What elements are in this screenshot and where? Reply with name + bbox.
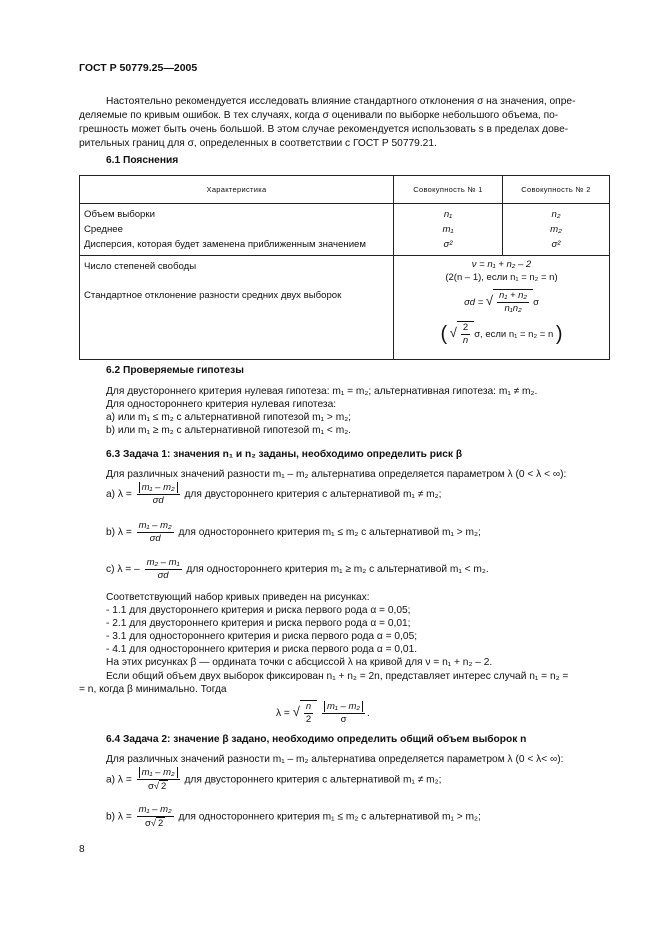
hypothesis-line: a) или m₁ ≤ m₂ с альтернативной гипотезой m₁ > m₂; xyxy=(106,412,351,423)
section-6-3-title: 6.3 Задача 1: значения n₁ и n₂ заданы, необходимо определить риск β xyxy=(106,449,463,460)
intro-line: деляемые по кривым ошибок. В тех случаях, когда σ оценивали по выборке небольшого объема, по- xyxy=(79,110,559,121)
cell-value: σ² xyxy=(551,239,561,250)
header-population-2: Совокупность № 2 xyxy=(503,176,610,204)
row-label: Среднее xyxy=(84,224,123,235)
curves-line: - 4.1 для одностороннего критерия и риска первого рода α = 0,01. xyxy=(106,644,418,655)
curves-line: = n, когда β минимально. Тогда xyxy=(79,684,227,695)
page-number: 8 xyxy=(79,844,85,855)
intro-line: грешность может быть очень большой. В этом случае рекомендуется использовать s в пределах дове- xyxy=(79,124,569,135)
table-row xyxy=(80,256,610,360)
cell-value: m₁ xyxy=(442,224,454,235)
task1-formula-b: b) λ = $\frac{\text{m₁ – m₂}}{\sigma d}$ для одностороннего критерия m₁ ≤ m₂ с альтернативой m₁ > m₂; xyxy=(106,520,481,544)
section-6-1-title: 6.1 Пояснения xyxy=(106,155,179,166)
cell-value: n₂ xyxy=(551,209,561,220)
header-characteristic: Характеристика xyxy=(80,176,394,204)
cell-value: n₁ xyxy=(443,209,453,220)
curves-line: Если общий объем двух выборок фиксирован n₁ + n₂ = 2n, представляет интерес случай n₁ = n₂ = xyxy=(106,671,569,682)
hypothesis-line: Для одностороннего критерия нулевая гипотеза: xyxy=(106,399,337,410)
hypothesis-line: Для двустороннего критерия нулевая гипотеза: m₁ = m₂; альтернативная гипотеза: m₁ ≠ m₂. xyxy=(106,386,538,397)
document-header: ГОСТ Р 50779.25—2005 xyxy=(79,62,198,74)
task2-formula-b: b) λ = $\frac{\text{m₁ – m₂}}{\sigma√ 2}$ для одностороннего критерия m₁ ≤ m₂ с альтернативой m₁ > m₂; xyxy=(106,804,481,829)
task1-intro: Для различных значений разности m₁ – m₂ альтернатива определяется параметром λ (0 < λ < ∞): xyxy=(106,469,567,480)
task2-formula-a: a) λ = $\frac{\text{m₁ – m₂}}{\sigma√ 2}$ для двустороннего критерия с альтернативой m₁ ≠ m₂; xyxy=(106,767,442,792)
curves-line: - 1.1 для двустороннего критерия и риска первого рода α = 0,05; xyxy=(106,605,411,616)
section-6-4-title: 6.4 Задача 2: значение β задано, необходимо определить общий объем выборок n xyxy=(106,734,527,745)
cell-value: σ² xyxy=(443,239,453,250)
section-6-2-title: 6.2 Проверяемые гипотезы xyxy=(106,365,244,376)
table-row xyxy=(80,204,610,256)
table-header-row xyxy=(80,176,610,204)
hypothesis-line: b) или m₁ ≥ m₂ с альтернативной гипотезой m₁ < m₂. xyxy=(106,425,351,436)
cell-value: m₂ xyxy=(550,224,562,235)
formula-sd-equal: ( √ $\frac{2}{n}$ σ, если n₁ = n₂ = n ) xyxy=(440,322,563,346)
row-label: Дисперсия, которая будет заменена приближенным значением xyxy=(84,239,366,250)
task1-formula-equal: λ = √ $\frac{n}{2}$ $\frac{\text{m₁ – m₂}}{\sigma}$ . xyxy=(276,701,370,725)
curves-line: Соответствующий набор кривых приведен на рисунках: xyxy=(106,592,370,603)
task1-formula-a: a) λ = $\frac{\text{m₁ – m₂}}{\sigma d}$ для двустороннего критерия с альтернативой m₁ ≠ m₂; xyxy=(106,482,442,506)
formula-sd: σd = √ $\frac{\text{n₁ + n₂}}{\text{n₁n₂}}$ σ xyxy=(464,290,539,314)
curves-line: - 2.1 для двустороннего критерия и риска первого рода α = 0,01; xyxy=(106,618,411,629)
formula-dof: ν = n₁ + n₂ – 2 xyxy=(471,259,532,270)
row-label-dof: Число степеней свободы xyxy=(84,261,197,272)
task2-intro: Для различных значений разности m₁ – m₂ альтернатива определяется параметром λ (0 < λ< ∞): xyxy=(106,754,564,765)
task1-formula-c: c) λ = – $\frac{\text{m₂ – m₁}}{\sigma d}$ для одностороннего критерия m₁ ≥ m₂ с альтернативой m₁ < m₂. xyxy=(106,557,489,581)
intro-line: Настоятельно рекомендуется исследовать влияние стандартного отклонения σ на значения, опре- xyxy=(106,96,576,107)
intro-line: рительных границ для σ, определенных в соответствии с ГОСТ Р 50779.21. xyxy=(79,138,437,149)
explanations-table xyxy=(79,175,610,360)
row-label-sd: Стандартное отклонение разности средних двух выборок xyxy=(84,290,342,301)
curves-line: - 3.1 для одностороннего критерия и риска первого рода α = 0,05; xyxy=(106,631,418,642)
formula-dof-equal: (2(n – 1), если n₁ = n₂ = n) xyxy=(445,272,558,283)
row-label: Объем выборки xyxy=(84,209,155,220)
curves-line: На этих рисунках β — ордината точки с абсциссой λ на кривой для ν = n₁ + n₂ – 2. xyxy=(106,657,493,668)
header-population-1: Совокупность № 1 xyxy=(394,176,503,204)
